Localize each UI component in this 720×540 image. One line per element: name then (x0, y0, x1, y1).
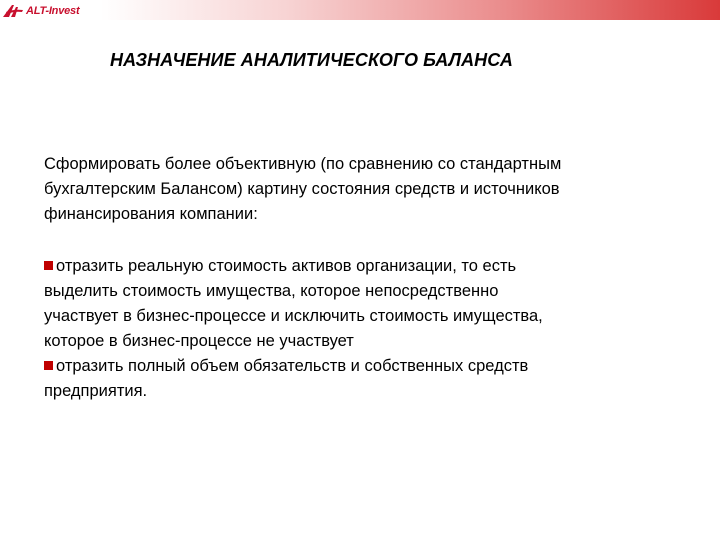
intro-line: Сформировать более объективную (по сравнению со стандартным (44, 155, 562, 173)
header-band (0, 0, 720, 20)
bullet-line (44, 254, 684, 279)
bullet-line: которое в бизнес-процессе не участвует (44, 332, 354, 350)
square-bullet-icon (44, 361, 53, 370)
page-title: НАЗНАЧЕНИЕ АНАЛИТИЧЕСКОГО БАЛАНСА (110, 50, 514, 70)
bullet-line: выделить стоимость имущества, которое непосредственно (44, 282, 499, 300)
bullet-line: участвует в бизнес-процессе и исключить стоимость имущества, (44, 307, 543, 325)
bullet-item (44, 354, 684, 404)
bullet-line: предприятия. (44, 382, 148, 400)
alt-invest-logo (2, 2, 79, 20)
bullet-item (44, 254, 684, 354)
intro-line: финансирования компании: (44, 205, 258, 223)
square-bullet-icon (44, 261, 53, 270)
alt-invest-logo-icon (2, 3, 24, 19)
intro-line: бухгалтерским Балансом) картину состояния средств и источников (44, 180, 560, 198)
bullet-text: отразить реальную стоимость активов организации, то есть (56, 257, 517, 275)
intro-paragraph (44, 152, 684, 227)
logo-text: ALT-Invest (26, 5, 80, 17)
slide-body (44, 152, 684, 404)
bullet-text: отразить полный объем обязательств и собственных средств (56, 357, 529, 375)
bullet-line (44, 354, 684, 379)
